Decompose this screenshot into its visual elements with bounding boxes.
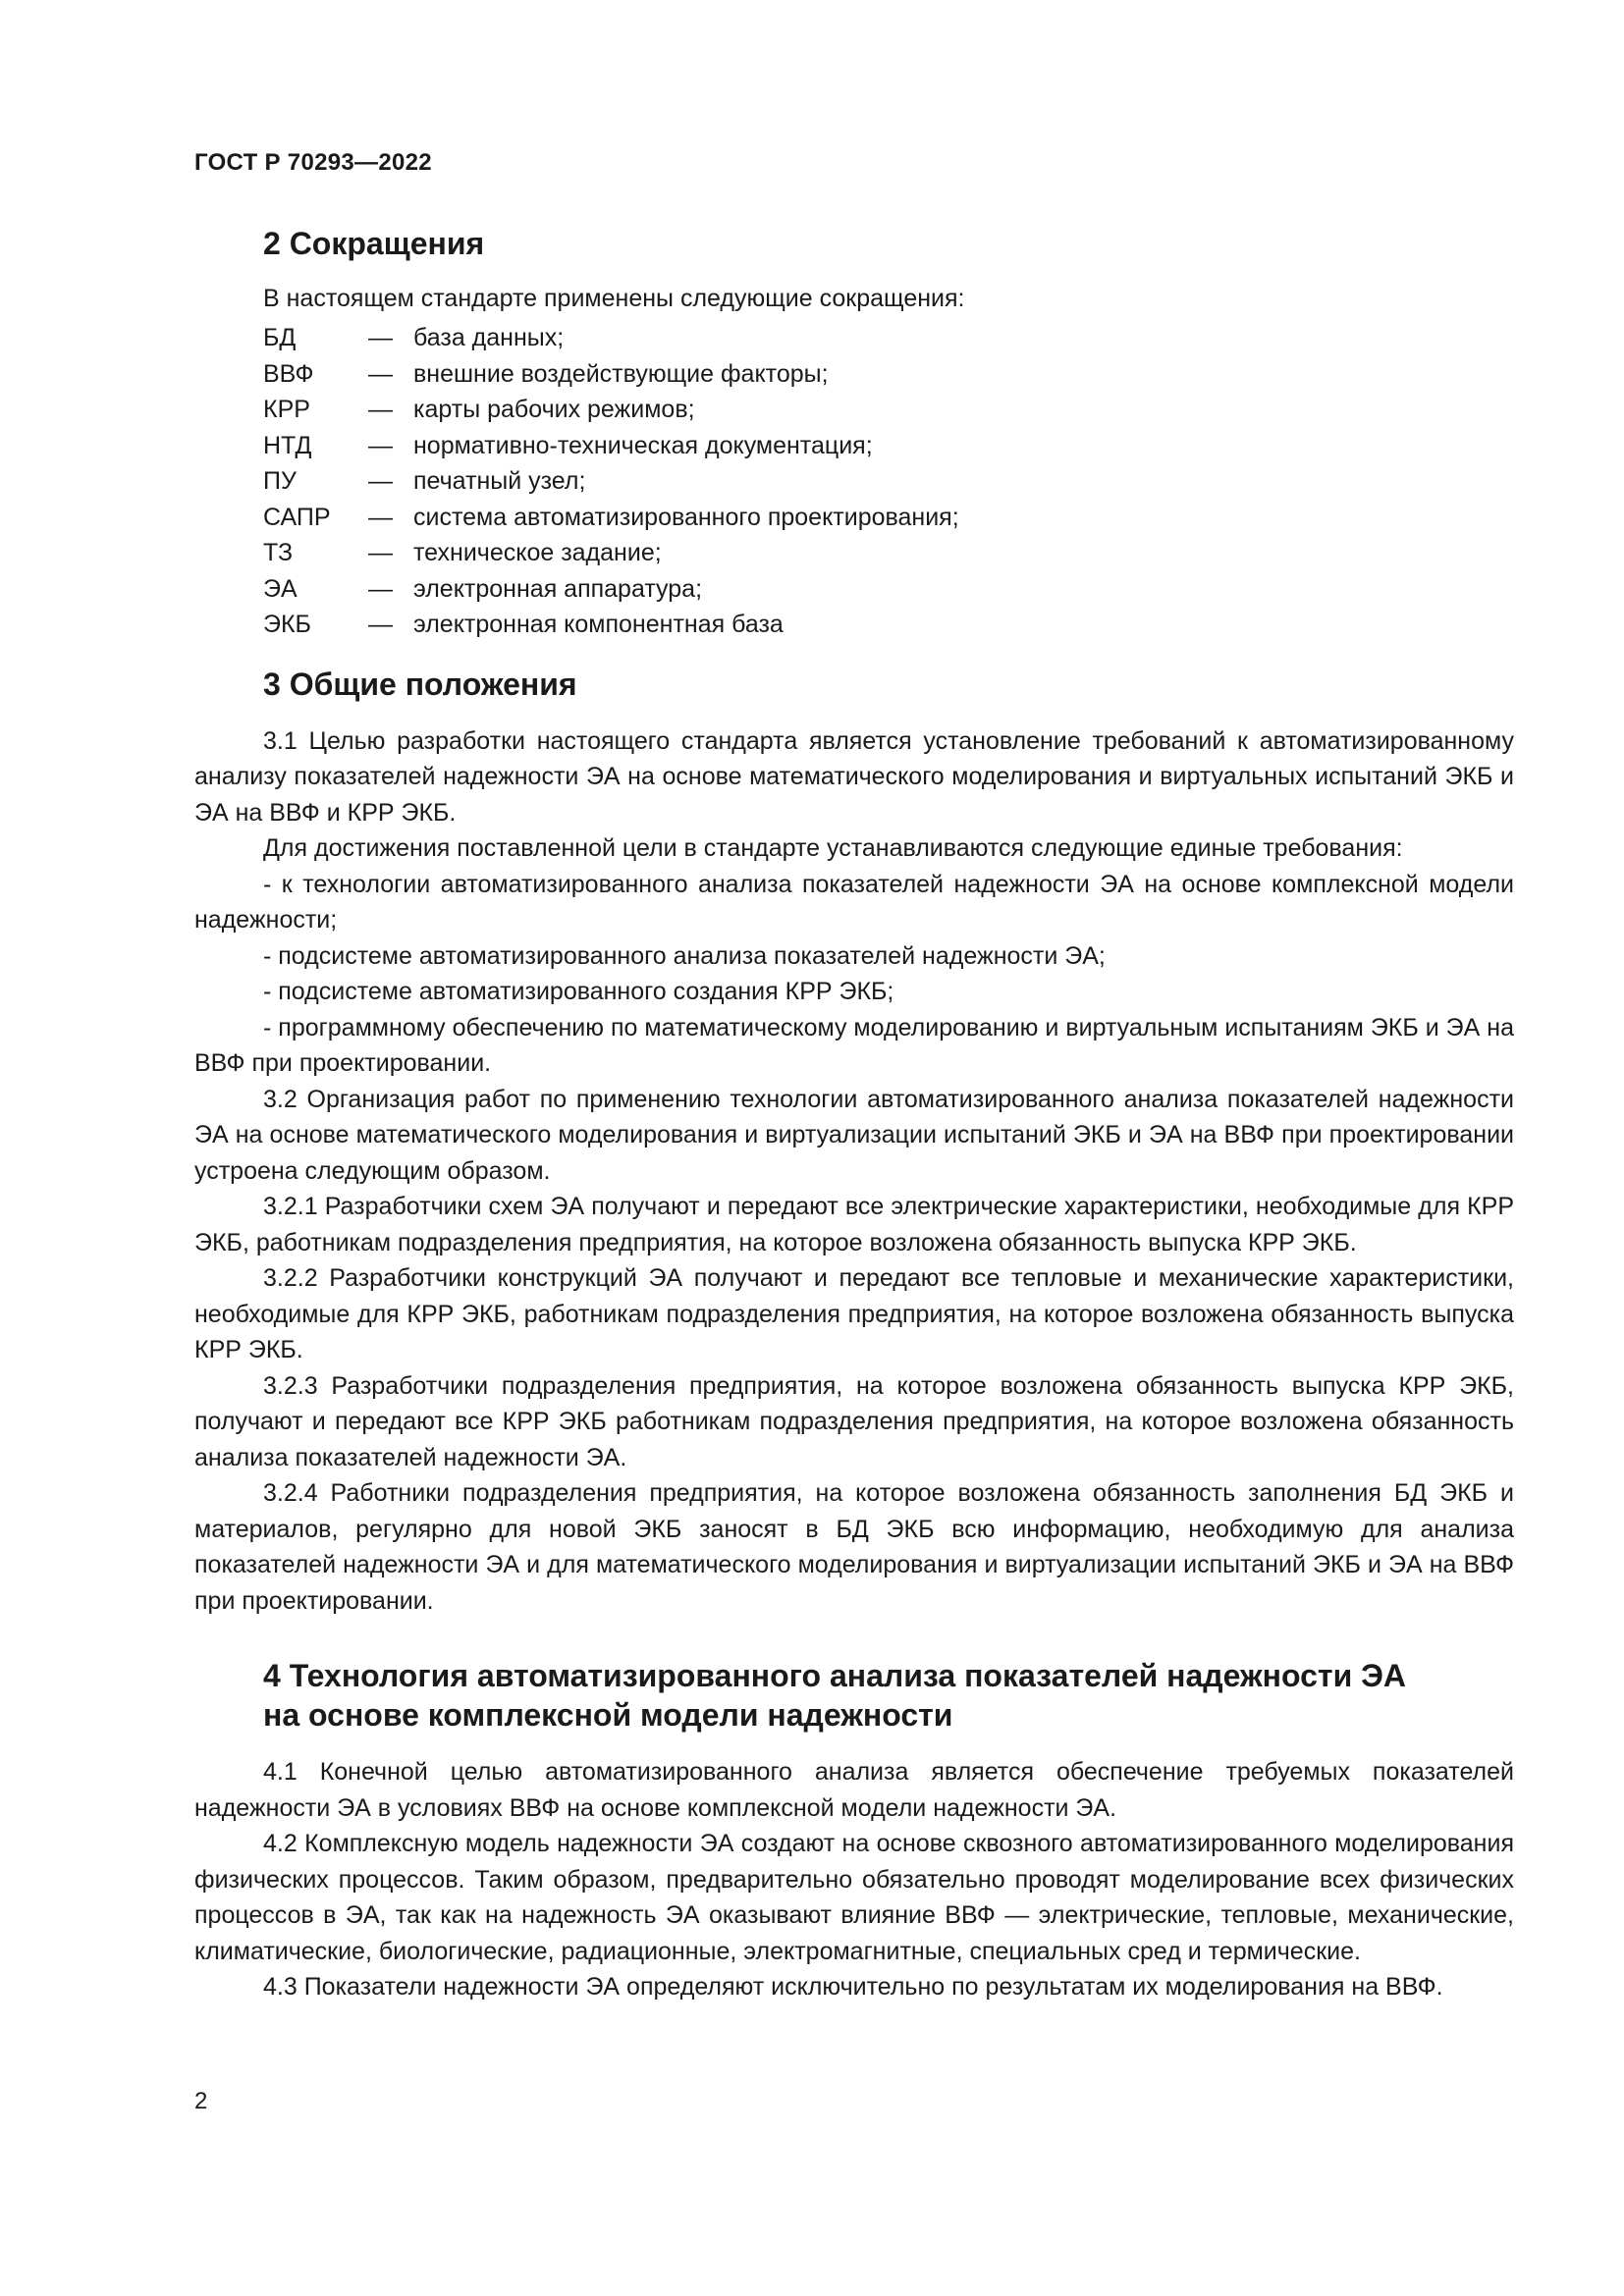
paragraph: Для достижения поставленной цели в стандарте устанавливаются следующие единые требования: [263, 834, 1403, 862]
abbreviation-item [194, 392, 1514, 428]
section-2-title: 2 Сокращения [263, 226, 485, 261]
abbreviation-definition: карты рабочих режимов; [413, 396, 695, 423]
abbreviation-item [194, 463, 1514, 500]
abbreviation-item [194, 320, 1514, 356]
abbreviation-term: НТД [263, 431, 312, 459]
abbreviation-item [194, 571, 1514, 608]
section-4-title-line-1: 4 Технология автоматизированного анализа показателей надежности ЭА [263, 1658, 1407, 1693]
abbreviation-definition: электронная аппаратура; [413, 574, 703, 603]
abbreviation-definition: внешние воздействующие факторы; [413, 359, 829, 388]
abbreviations-intro: В настоящем стандарте применены следующие сокращения: [263, 285, 965, 312]
paragraph-3-2-3: 3.2.3 Разработчики подразделения предприятия, на которое возложена обязанность выпуска КРР ЭКБ, получают и передают все КРР ЭКБ работникам подразделения предприятия, на которое возложена обязанность анализа показателей надежности ЭА. [194, 1371, 1514, 1471]
paragraph-4-3: 4.3 Показатели надежности ЭА определяют исключительно по результатам их моделирования на ВВФ. [263, 1973, 1443, 2001]
abbreviation-dash: — [368, 539, 393, 566]
abbreviations-list [194, 320, 1514, 643]
abbreviation-dash: — [368, 467, 393, 495]
requirement-list-item: - программному обеспечению по математическому моделированию и виртуальным испытаниям ЭКБ и ЭА на ВВФ при проектировании. [194, 1013, 1514, 1077]
requirement-list-item: - подсистеме автоматизированного анализа показателей надежности ЭА; [263, 941, 1106, 970]
abbreviation-dash: — [368, 503, 393, 531]
abbreviation-dash: — [368, 611, 393, 638]
abbreviation-term: САПР [263, 503, 331, 531]
section-4-title-line-2: на основе комплексной модели надежности [263, 1697, 953, 1733]
abbreviation-definition: печатный узел; [413, 467, 586, 495]
abbreviation-dash: — [368, 396, 393, 423]
abbreviation-definition: база данных; [413, 324, 565, 351]
abbreviation-term: ЭКБ [263, 611, 311, 638]
requirement-list-item: - к технологии автоматизированного анализа показателей надежности ЭА на основе комплексной модели надежности; [194, 870, 1514, 934]
section-3-title: 3 Общие положения [263, 666, 577, 702]
abbreviation-dash: — [368, 574, 393, 603]
paragraph-3-2-4: 3.2.4 Работники подразделения предприятия, на которое возложена обязанность заполнения БД ЭКБ и материалов, регулярно для новой ЭКБ заносят в БД ЭКБ всю информацию, необходимую для анализа показателей надежности ЭА и для математического моделирования и виртуализации испытаний ЭКБ и ЭА на ВВФ при проектировании. [194, 1479, 1514, 1615]
page-number: 2 [194, 2088, 208, 2114]
abbreviation-item [194, 500, 1514, 536]
section-4-title [194, 1656, 1514, 1735]
abbreviation-item [194, 356, 1514, 393]
abbreviation-term: ПУ [263, 467, 297, 495]
abbreviation-item [194, 535, 1514, 571]
paragraph-3-2: 3.2 Организация работ по применению технологии автоматизированного анализа показателей надежности ЭА на основе математического моделирования и виртуализации испытаний ЭКБ и ЭА на ВВФ при проектировании устроена следующим образом. [194, 1085, 1514, 1185]
abbreviation-item [194, 428, 1514, 464]
abbreviation-definition: техническое задание; [413, 539, 662, 566]
abbreviation-definition: нормативно-техническая документация; [413, 431, 873, 459]
paragraph-4-2: 4.2 Комплексную модель надежности ЭА создают на основе сквозного автоматизированного моделирования физических процессов. Таким образом, предварительно обязательно проводят моделирование всех физических процессов в ЭА, так как на надежность ЭА оказывают влияние ВВФ — электрические, тепловые, механические, климатические, биологические, радиационные, электромагнитные, специальных сред и термические. [194, 1830, 1514, 1965]
abbreviation-term: БД [263, 324, 297, 351]
requirement-list-item: - подсистеме автоматизированного создания КРР ЭКБ; [263, 978, 894, 1005]
abbreviation-term: ТЗ [263, 539, 294, 566]
abbreviation-term: ВВФ [263, 359, 314, 388]
document-code: ГОСТ Р 70293—2022 [194, 149, 432, 176]
paragraph-4-1: 4.1 Конечной целью автоматизированного анализа является обеспечение требуемых показателей надежности ЭА в условиях ВВФ на основе комплексной модели надежности ЭА. [194, 1758, 1514, 1822]
document-body [194, 224, 1514, 2005]
paragraph-3-2-2: 3.2.2 Разработчики конструкций ЭА получают и передают все тепловые и механические характеристики, необходимые для КРР ЭКБ, работникам подразделения предприятия, на которое возложена обязанность выпуска КРР ЭКБ. [194, 1264, 1514, 1363]
abbreviation-term: ЭА [263, 574, 298, 603]
paragraph-3-1: 3.1 Целью разработки настоящего стандарта является установление требований к автоматизированному анализу показателей надежности ЭА на основе математического моделирования и виртуальных испытаний ЭКБ и ЭА на ВВФ и КРР ЭКБ. [194, 726, 1514, 827]
abbreviation-dash: — [368, 359, 393, 388]
abbreviation-dash: — [368, 431, 393, 459]
abbreviation-definition: электронная компонентная база [413, 611, 784, 638]
paragraph-3-2-1: 3.2.1 Разработчики схем ЭА получают и передают все электрические характеристики, необходимые для КРР ЭКБ, работникам подразделения предприятия, на которое возложена обязанность выпуска КРР ЭКБ. [194, 1193, 1514, 1256]
abbreviation-item [194, 607, 1514, 643]
abbreviation-term: КРР [263, 396, 310, 423]
abbreviation-dash: — [368, 324, 393, 351]
abbreviation-definition: система автоматизированного проектирования; [413, 503, 959, 531]
